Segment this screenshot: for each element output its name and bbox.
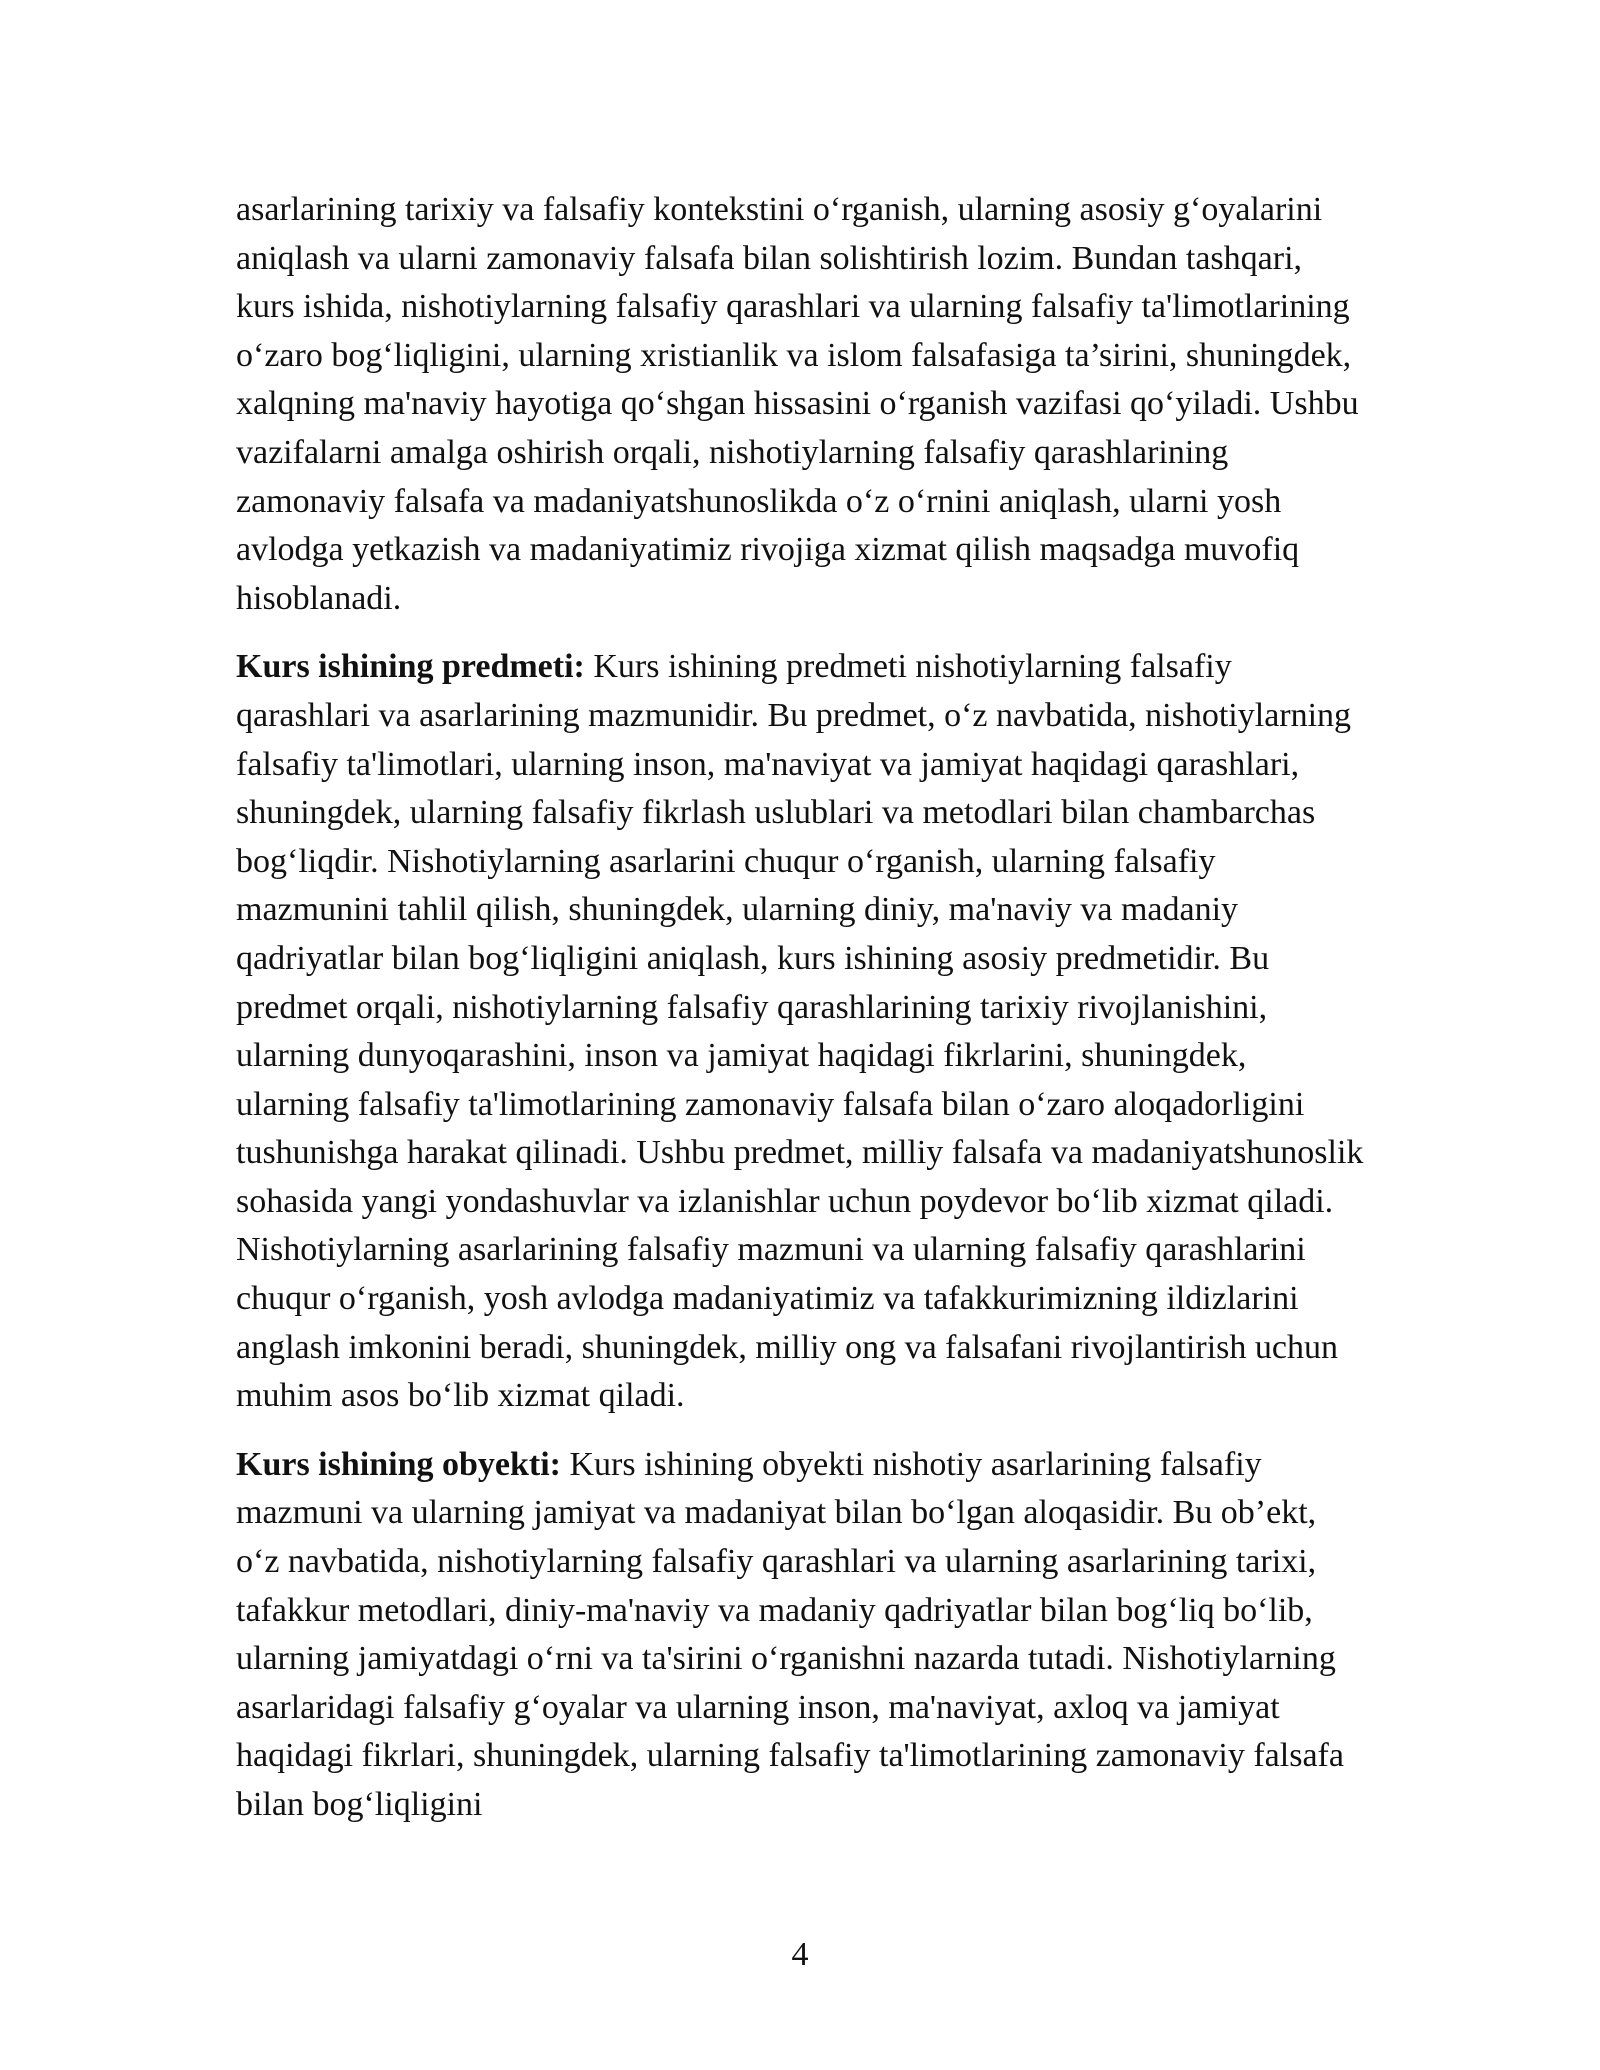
paragraph-course-object bbox=[236, 1441, 1366, 1830]
paragraph-lead-object: Kurs ishining obyekti: bbox=[236, 1445, 561, 1483]
paragraph-tasks-continued bbox=[236, 186, 1366, 623]
page-number: 4 bbox=[791, 1936, 809, 1973]
paragraph-course-subject bbox=[236, 643, 1366, 1421]
page-body bbox=[236, 186, 1366, 1850]
paragraph-text: asarlarining tarixiy va falsafiy kontekstini o‘rganish, ularning asosiy g‘oyalarini aniqlash va ularni zamonaviy falsafa bilan solishtirish lozim. Bundan tashqari, kurs ishida, nishotiylarning falsafiy qarashlari va ularning falsafiy ta'limotlarining o‘zaro bog‘liqligini, ularning xristianlik va islom falsafasiga ta’sirini, shuningdek, xalqning ma'naviy hayotiga qo‘shgan hissasini o‘rganish vazifasi qo‘yiladi. Ushbu vazifalarni amalga oshirish orqali, nishotiylarning falsafiy qarashlarining zamonaviy falsafa va madaniyatshunoslikda o‘z o‘rnini aniqlash, ularni yosh avlodga yetkazish va madaniyatimiz rivojiga xizmat qilish maqsadga muvofiq hisoblanadi. bbox=[236, 191, 1359, 617]
paragraph-lead-subject: Kurs ishining predmeti: bbox=[236, 648, 585, 686]
paragraph-text: Kurs ishining obyekti nishotiy asarlarining falsafiy mazmuni va ularning jamiyat va madaniyat bilan bo‘lgan aloqasidir. Bu ob’ekt, o‘z navbatida, nishotiylarning falsafiy qarashlari va ularning asarlarining tarixi, tafakkur metodlari, diniy-ma'naviy va madaniy qadriyatlar bilan bog‘liq bo‘lib, ularning jamiyatdagi o‘rni va ta'sirini o‘rganishni nazarda tutadi. Nishotiylarning asarlaridagi falsafiy g‘oyalar va ularning inson, ma'naviyat, axloq va jamiyat haqidagi fikrlari, shuningdek, ularning falsafiy ta'limotlarining zamonaviy falsafa bilan bog‘liqligini bbox=[236, 1445, 1344, 1823]
paragraph-text: Kurs ishining predmeti nishotiylarning falsafiy qarashlari va asarlarining mazmunidir. Bu predmet, o‘z navbatida, nishotiylarning falsafiy ta'limotlari, ularning inson, ma'naviyat va jamiyat haqidagi qarashlari, shuningdek, ularning falsafiy fikrlash uslublari va metodlari bilan chambarchas bog‘liqdir. Nishotiylarning asarlarini chuqur o‘rganish, ularning falsafiy mazmunini tahlil qilish, shuningdek, ularning diniy, ma'naviy va madaniy qadriyatlar bilan bog‘liqligini aniqlash, kurs ishining asosiy predmetidir. Bu predmet orqali, nishotiylarning falsafiy qarashlarining tarixiy rivojlanishini, ularning dunyoqarashini, inson va jamiyat haqidagi fikrlarini, shuningdek, ularning falsafiy ta'limotlarining zamonaviy falsafa bilan o‘zaro aloqadorligini tushunishga harakat qilinadi. Ushbu predmet, milliy falsafa va madaniyatshunoslik sohasida yangi yondashuvlar va izlanishlar uchun poydevor bo‘lib xizmat qiladi. Nishotiylarning asarlarining falsafiy mazmuni va ularning falsafiy qarashlarini chuqur o‘rganish, yosh avlodga madaniyatimiz va tafakkurimizning ildizlarini anglash imkonini beradi, shuningdek, milliy ong va falsafani rivojlantirish uchun muhim asos bo‘lib xizmat qiladi. bbox=[236, 648, 1364, 1415]
